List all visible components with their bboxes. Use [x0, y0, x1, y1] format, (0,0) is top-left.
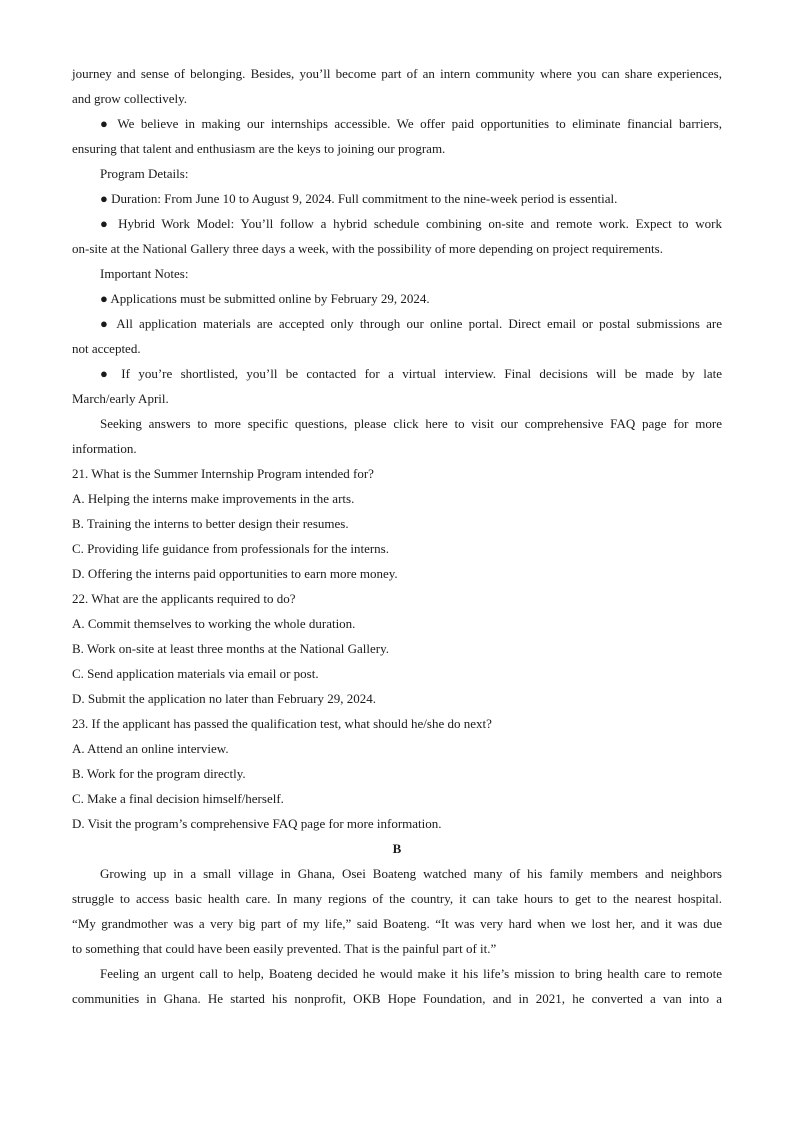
passage-a-line: and grow collectively. [72, 91, 188, 106]
section-b-line: struggle to access basic health care. In many regions of the country, it can take hours to get to the nearest hospital. [72, 891, 722, 906]
question-option: D. Submit the application no later than February 29, 2024. [72, 691, 376, 706]
passage-a-line: information. [72, 441, 137, 456]
passage-a-line: March/early April. [72, 391, 169, 406]
bullet-note-online-portal: ● All application materials are accepted only through our online portal. Direct email or postal submissions are [100, 316, 722, 331]
section-b-line: to something that could have been easily prevented. That is the painful part of it.” [72, 941, 497, 956]
passage-a-line: not accepted. [72, 341, 141, 356]
question-21 [72, 461, 722, 586]
section-b-line: communities in Ghana. He started his nonprofit, OKB Hope Foundation, and in 2021, he converted a van into a [72, 991, 722, 1006]
bullet-duration: ● Duration: From June 10 to August 9, 2024. Full commitment to the nine-week period is essential. [100, 191, 618, 206]
section-b-line: Feeling an urgent call to help, Boateng decided he would make it his life’s mission to bring health care to remote [100, 966, 722, 981]
bullet-note-deadline: ● Applications must be submitted online by February 29, 2024. [100, 291, 430, 306]
question-option: C. Make a final decision himself/herself. [72, 791, 284, 806]
passage-a-line: journey and sense of belonging. Besides, you’ll become part of an intern community where you can share experiences, [72, 66, 722, 81]
passage-a-line: ensuring that talent and enthusiasm are the keys to joining our program. [72, 141, 446, 156]
question-22 [72, 586, 722, 711]
question-option: B. Work on-site at least three months at the National Gallery. [72, 641, 390, 656]
question-stem: 21. What is the Summer Internship Program intended for? [72, 466, 374, 481]
question-option: A. Helping the interns make improvements in the arts. [72, 491, 355, 506]
question-stem: 22. What are the applicants required to do? [72, 591, 296, 606]
question-option: C. Send application materials via email or post. [72, 666, 319, 681]
question-option: C. Providing life guidance from professionals for the interns. [72, 541, 389, 556]
section-b-heading: B [392, 841, 402, 856]
bullet-hybrid-work-model: ● Hybrid Work Model: You’ll follow a hybrid schedule combining on-site and remote work. Expect to work [100, 216, 722, 231]
question-option: B. Training the interns to better design their resumes. [72, 516, 349, 531]
passage-a-line: on-site at the National Gallery three days a week, with the possibility of more depending on project requirements. [72, 241, 663, 256]
question-option: A. Attend an online interview. [72, 741, 229, 756]
bullet-note-interview: ● If you’re shortlisted, you’ll be contacted for a virtual interview. Final decisions will be made by late [100, 366, 722, 381]
program-details-label: Program Details: [100, 166, 189, 181]
question-option: D. Offering the interns paid opportunities to earn more money. [72, 566, 398, 581]
question-stem: 23. If the applicant has passed the qualification test, what should he/she do next? [72, 716, 492, 731]
document-page [72, 61, 722, 1011]
section-b-line: Growing up in a small village in Ghana, Osei Boateng watched many of his family members and neighbors [100, 866, 722, 881]
section-b-line: “My grandmother was a very big part of my life,” said Boateng. “It was very hard when we lost her, and it was due [72, 916, 722, 931]
question-option: D. Visit the program’s comprehensive FAQ page for more information. [72, 816, 442, 831]
bullet-paid-opportunities: ● We believe in making our internships accessible. We offer paid opportunities to eliminate financial barriers, [100, 116, 722, 131]
faq-paragraph: Seeking answers to more specific questions, please click here to visit our comprehensive FAQ page for more [100, 416, 722, 431]
question-23 [72, 711, 722, 836]
important-notes-label: Important Notes: [100, 266, 189, 281]
question-option: B. Work for the program directly. [72, 766, 246, 781]
question-option: A. Commit themselves to working the whole duration. [72, 616, 356, 631]
